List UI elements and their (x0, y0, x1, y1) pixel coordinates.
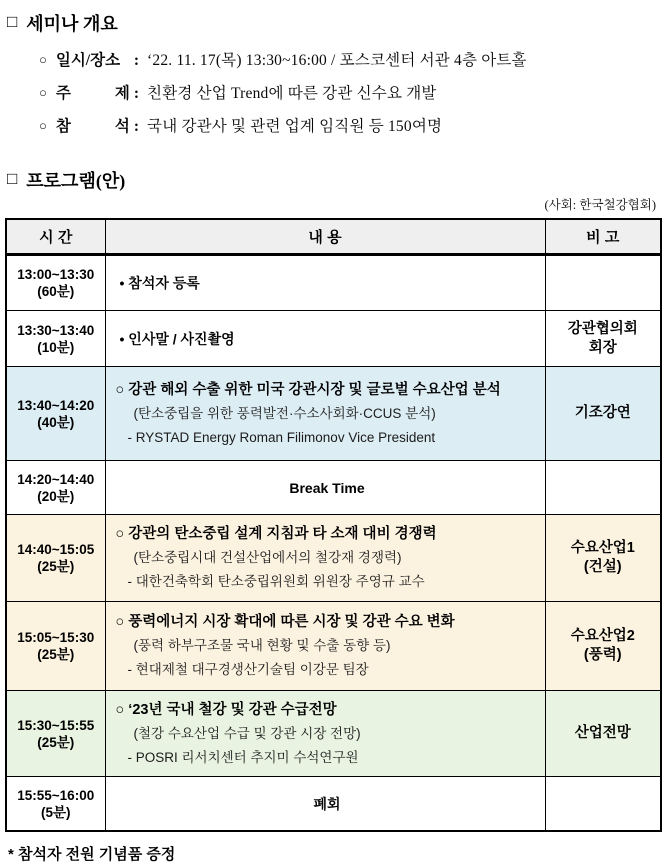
table-row (6, 691, 661, 777)
time-range: 13:00~13:30 (17, 267, 95, 282)
time-duration: (25분) (37, 734, 75, 750)
time-duration: (20분) (37, 488, 75, 504)
time-cell (6, 367, 105, 461)
header-time: 시 간 (6, 219, 105, 255)
note-line: (풍력) (583, 647, 622, 663)
overview-item-value: 국내 강관사 및 관련 업계 임직원 등 150여명 (147, 118, 443, 135)
content-line: 폐회 (313, 795, 341, 812)
time-range: 13:40~14:20 (17, 397, 95, 413)
content-line: • 참석자 등록 (119, 275, 200, 291)
content-line: ○ 풍력에너지 시장 확대에 따른 시장 및 강관 수요 변화 (115, 614, 455, 630)
content-cell (105, 515, 545, 602)
content-line: (철강 수요산업 수급 및 강관 시장 전망) (133, 725, 361, 741)
overview-item-label: 참 석 (55, 118, 130, 135)
table-row (6, 367, 661, 461)
overview-item-list (39, 44, 662, 143)
note-cell (545, 255, 661, 311)
time-range: 13:30~13:40 (17, 322, 95, 338)
content-line: • 인사말 / 사진촬영 (119, 330, 235, 347)
table-row (6, 311, 661, 367)
program-title-text: 프로그램(안) (26, 171, 126, 191)
circle-bullet-icon: ○ (39, 52, 47, 67)
square-bullet-icon: □ (7, 169, 18, 188)
time-duration: (10분) (37, 339, 75, 355)
content-line: - 현대제철 대구경생산기술팀 이강문 팀장 (127, 662, 369, 677)
time-cell (6, 602, 105, 691)
note-cell (545, 367, 661, 461)
table-row (6, 777, 661, 832)
time-cell (6, 515, 105, 602)
note-cell (545, 602, 661, 691)
note-cell (545, 311, 661, 367)
content-cell (105, 777, 545, 832)
overview-item-value: 친환경 산업 Trend에 따른 강관 신수요 개발 (147, 85, 437, 102)
time-cell (6, 691, 105, 777)
time-range: 15:30~15:55 (17, 717, 95, 733)
overview-item-separator: : (133, 85, 140, 102)
note-line: 회장 (588, 339, 617, 356)
content-cell (105, 602, 545, 691)
header-note: 비 고 (545, 219, 661, 255)
time-range: 14:40~15:05 (17, 542, 95, 557)
content-line: (탄소중립을 위한 풍력발전·수소사회화·CCUS 분석) (133, 405, 436, 421)
note-cell (545, 515, 661, 602)
time-range: 14:20~14:40 (17, 471, 95, 487)
content-line: - RYSTAD Energy Roman Filimonov Vice President (127, 429, 436, 445)
time-duration: (40분) (37, 414, 75, 430)
note-line: 수요산업1 (570, 540, 635, 556)
note-line: 강관협의회 (567, 320, 638, 337)
program-section-title (7, 167, 662, 193)
content-cell (105, 311, 545, 367)
content-line: ○ 강관의 탄소중립 설계 지침과 타 소재 대비 경쟁력 (115, 526, 437, 542)
content-cell (105, 691, 545, 777)
time-duration: (5분) (40, 804, 71, 820)
time-range: 15:05~15:30 (17, 630, 95, 645)
content-line: ○ 강관 해외 수출 위한 미국 강관시장 및 글로벌 수요산업 분석 (115, 381, 501, 398)
overview-item-datetime-place (39, 44, 662, 77)
moderator-note: (사회: 한국철강협회) (544, 198, 656, 212)
overview-item-attendees (39, 110, 662, 143)
circle-bullet-icon: ○ (39, 85, 47, 100)
time-cell (6, 255, 105, 311)
content-cell (105, 255, 545, 311)
note-line: 산업전망 (574, 725, 631, 741)
content-cell (105, 461, 545, 515)
table-header-row (6, 219, 661, 255)
content-line: ○ ‘23년 국내 철강 및 강관 수급전망 (115, 701, 337, 718)
time-duration: (25분) (37, 559, 75, 574)
time-cell (6, 461, 105, 515)
overview-item-separator: : (133, 118, 140, 135)
note-cell (545, 461, 661, 515)
square-bullet-icon: □ (7, 12, 18, 31)
overview-item-value: ‘22. 11. 17(목) 13:30~16:00 / 포스코센터 서관 4층 아트홀 (147, 52, 527, 69)
time-duration: (60분) (37, 284, 75, 299)
content-line: (탄소중립시대 건설산업에서의 철강재 경쟁력) (133, 550, 402, 565)
overview-item-label: 주 제 (55, 85, 130, 102)
content-line: (풍력 하부구조물 국내 현황 및 수출 동향 등) (133, 638, 391, 653)
table-row (6, 515, 661, 602)
time-cell (6, 777, 105, 832)
header-content: 내 용 (105, 219, 545, 255)
overview-item-label: 일시/장소 (55, 52, 121, 69)
overview-title-text: 세미나 개요 (26, 14, 118, 34)
content-line: - POSRI 리서치센터 추지미 수석연구원 (127, 749, 359, 765)
time-range: 15:55~16:00 (17, 787, 95, 803)
content-line: Break Time (289, 479, 365, 496)
note-line: (건설) (583, 559, 622, 575)
overview-item-separator: : (133, 52, 140, 69)
time-cell (6, 311, 105, 367)
overview-section-title (7, 10, 662, 36)
table-row (6, 461, 661, 515)
program-table (5, 218, 662, 832)
time-duration: (25분) (37, 647, 75, 662)
footer-note: * 참석자 전원 기념품 증정 (8, 846, 176, 863)
content-cell (105, 367, 545, 461)
note-cell (545, 691, 661, 777)
note-line: 기조강연 (574, 405, 631, 421)
note-line: 수요산업2 (570, 628, 635, 644)
circle-bullet-icon: ○ (39, 118, 47, 133)
table-row (6, 255, 661, 311)
content-line: - 대한건축학회 탄소중립위원회 위원장 주영규 교수 (127, 574, 425, 589)
note-cell (545, 777, 661, 832)
table-row (6, 602, 661, 691)
overview-item-topic (39, 77, 662, 110)
